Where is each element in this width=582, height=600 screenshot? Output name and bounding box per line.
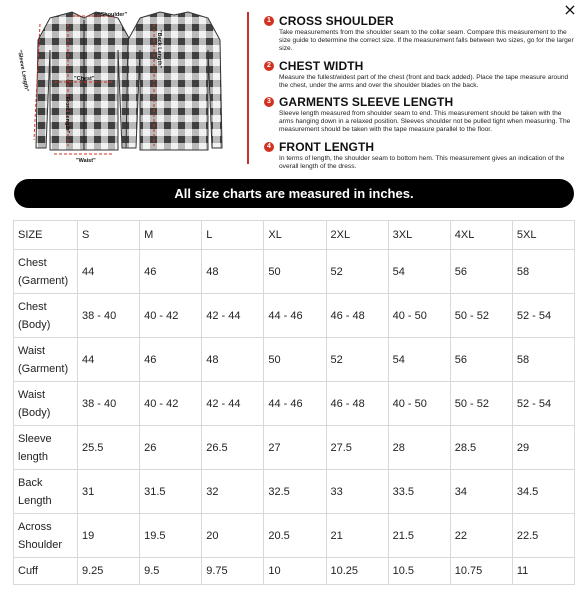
header-cell: 2XL [326,221,388,250]
label-chest: "Chest" [74,76,95,82]
table-row [14,426,575,470]
table-cell: 54 [388,338,450,382]
label-shoulder: "Shoulder" [98,12,128,18]
header-cell: 3XL [388,221,450,250]
table-cell: 52 - 54 [512,294,574,338]
row-label [14,294,78,338]
row-label-line: Sleeve [18,432,52,445]
guide-item-sleeve-length [264,95,576,135]
table-cell: 27 [264,426,326,470]
table-cell: 50 [264,338,326,382]
divider [247,12,249,164]
table-row [14,294,575,338]
table-cell: 28 [388,426,450,470]
table-cell: 34 [450,470,512,514]
table-cell: 52 [326,250,388,294]
guide-description: Take measurements from the shoulder seam to the collar seam. Compare this measurement to the size guide to determine the correct size. If the measurement falls between two sizes, go for the larger size. [279,29,574,53]
table-cell: 40 - 42 [140,382,202,426]
table-cell: 46 - 48 [326,382,388,426]
table-cell: 29 [512,426,574,470]
row-label-line: Chest [18,256,47,269]
table-cell: 44 - 46 [264,382,326,426]
table-row [14,382,575,426]
row-label-line: length [18,450,48,463]
table-cell: 32 [202,470,264,514]
guide-item-cross-shoulder [264,14,576,54]
row-label-line: (Body) [18,406,51,419]
table-cell: 38 - 40 [78,382,140,426]
close-icon[interactable]: × [563,0,577,19]
table-cell: 54 [388,250,450,294]
table-cell: 52 - 54 [512,382,574,426]
table-cell: 22 [450,514,512,558]
table-cell: 25.5 [78,426,140,470]
table-cell: 46 [140,338,202,382]
table-cell: 40 - 42 [140,294,202,338]
table-cell: 38 - 40 [78,294,140,338]
table-cell: 58 [512,250,574,294]
row-label-line: Waist [18,388,46,401]
table-cell: 48 [202,250,264,294]
table-cell: 26.5 [202,426,264,470]
table-cell: 21 [326,514,388,558]
table-cell: 19 [78,514,140,558]
guide-title: GARMENTS SLEEVE LENGTH [279,95,454,110]
guide-title: CHEST WIDTH [279,58,364,73]
guide-description: In terms of length, the shoulder seam to bottom hem. This measurement gives an indication of the overall length of the dress. [279,154,565,170]
row-label-line: Back [18,476,43,489]
table-cell: 27.5 [326,426,388,470]
table-cell: 9.25 [78,558,140,585]
table-cell: 50 - 52 [450,382,512,426]
row-label-line: Across [18,520,52,533]
step-number: 2 [264,61,274,71]
table-cell: 42 - 44 [202,382,264,426]
table-cell: 40 - 50 [388,294,450,338]
size-chart-table [13,220,575,585]
table-cell: 19.5 [140,514,202,558]
table-cell: 48 [202,338,264,382]
row-label [14,382,78,426]
shirt-illustration [10,10,240,165]
table-cell: 10.75 [450,558,512,585]
guide-description: Sleeve length measured from shoulder seam to end. This measurement should be taken with the arms hanging down in a relaxed position. Sleeves shoulder not be pulled tight when measuring. The measurement should be taken with the tape measure parallel to the floor. [279,110,571,134]
table-cell: 11 [512,558,574,585]
table-cell: 52 [326,338,388,382]
label-sleeve-length: "Sleeve Length" [16,49,30,93]
step-number: 3 [264,97,274,107]
table-cell: 58 [512,338,574,382]
guide-item-chest-width [264,59,576,90]
table-cell: 44 [78,250,140,294]
table-cell: 20.5 [264,514,326,558]
row-label [14,558,78,585]
label-front-length: "Front Length" [64,94,70,134]
label-back-length: "Back Length" [156,30,162,69]
guide-item-front-length [264,140,576,171]
table-row [14,558,575,585]
table-row [14,338,575,382]
table-cell: 50 [264,250,326,294]
table-cell: 31 [78,470,140,514]
header-cell: M [140,221,202,250]
guide-description: Measure the fullest/widest part of the chest (front and back added). Place the tape measure around the chest, under the arms and over the shoulder blades on the back. [279,73,569,89]
table-cell: 42 - 44 [202,294,264,338]
row-label [14,250,78,294]
header-cell: L [202,221,264,250]
header-cell: S [78,221,140,250]
inches-banner: All size charts are measured in inches. [14,179,574,208]
table-cell: 32.5 [264,470,326,514]
table-header-row [14,221,575,250]
table-cell: 44 - 46 [264,294,326,338]
table-cell: 46 - 48 [326,294,388,338]
table-cell: 22.5 [512,514,574,558]
table-cell: 44 [78,338,140,382]
table-cell: 9.75 [202,558,264,585]
row-label-line: (Body) [18,318,51,331]
table-cell: 28.5 [450,426,512,470]
row-label-line: Chest [18,300,47,313]
table-cell: 10 [264,558,326,585]
step-number: 1 [264,16,274,26]
table-cell: 33 [326,470,388,514]
header-cell: 5XL [512,221,574,250]
header-cell: SIZE [14,221,78,250]
row-label [14,426,78,470]
row-label-line: Waist [18,344,46,357]
table-cell: 10.5 [388,558,450,585]
step-number: 4 [264,142,274,152]
header-cell: 4XL [450,221,512,250]
row-label [14,470,78,514]
table-cell: 31.5 [140,470,202,514]
back-shirt [126,12,222,150]
table-cell: 40 - 50 [388,382,450,426]
table-cell: 26 [140,426,202,470]
table-cell: 9.5 [140,558,202,585]
table-cell: 33.5 [388,470,450,514]
row-label [14,514,78,558]
table-cell: 50 - 52 [450,294,512,338]
table-cell: 20 [202,514,264,558]
table-cell: 46 [140,250,202,294]
row-label-line: (Garment) [18,274,69,287]
table-cell: 56 [450,338,512,382]
table-row [14,470,575,514]
row-label-line: (Garment) [18,362,69,375]
table-cell: 34.5 [512,470,574,514]
label-waist: "Waist" [76,158,96,164]
header-cell: XL [264,221,326,250]
row-label-line: Shoulder [18,538,63,551]
row-label-line: Cuff [18,565,38,577]
row-label [14,338,78,382]
row-label-line: Length [18,494,52,507]
table-cell: 21.5 [388,514,450,558]
table-cell: 56 [450,250,512,294]
table-cell: 10.25 [326,558,388,585]
guide-title: FRONT LENGTH [279,139,375,154]
guide-title: CROSS SHOULDER [279,14,394,28]
table-row [14,250,575,294]
measurement-guide [264,14,576,176]
table-row [14,514,575,558]
